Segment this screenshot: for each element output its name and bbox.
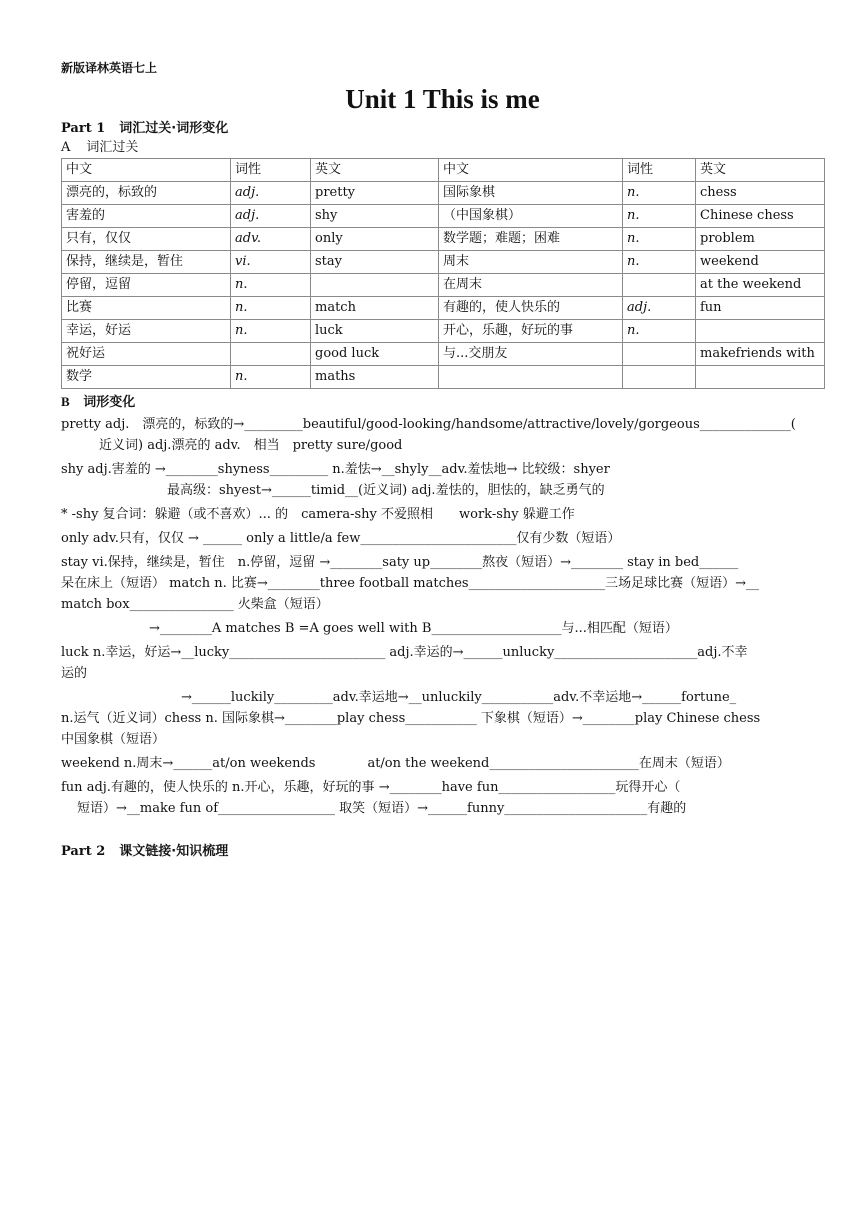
vocab-cell — [231, 343, 311, 366]
part1-title: 词汇过关·词形变化 — [119, 121, 229, 136]
word-line: match box________________ 火柴盒（短语） — [61, 597, 329, 612]
worksheet-page — [61, 60, 824, 861]
vocab-cell: 有趣的，使人快乐的 — [439, 297, 623, 320]
word-line: n.运气（近义词）chess n. 国际象棋→________play chess___________ 下象棋（短语）→________play Chinese chess — [61, 711, 761, 726]
vocab-header-row — [62, 159, 825, 182]
vocab-cell: 比赛 — [62, 297, 231, 320]
vocab-cell: chess — [696, 182, 825, 205]
word-line: stay vi.保持，继续是，暂住 n.停留，逗留 →________saty up________熬夜（短语）→________ stay in bed______ — [61, 555, 739, 570]
section-b-letter: B — [61, 394, 70, 409]
vocab-cell: match — [311, 297, 439, 320]
word-line: * -shy 复合词：躲避（或不喜欢）... 的 camera-shy 不爱照相 work-shy 躲避工作 — [61, 507, 575, 522]
vocab-cell: n. — [231, 320, 311, 343]
vocab-row — [62, 343, 825, 366]
word-line: 运的 — [61, 666, 88, 681]
word-line: 最高级：shyest→______timid__(近义词) adj.羞怯的，胆怯的，缺乏勇气的 — [167, 483, 605, 498]
vocab-cell: adj. — [231, 182, 311, 205]
vocab-row — [62, 251, 825, 274]
vocab-row — [62, 205, 825, 228]
vocab-cell — [696, 366, 825, 389]
vocab-cell: fun — [696, 297, 825, 320]
vocab-cell: 保持，继续是，暂住 — [62, 251, 231, 274]
word-line: 呆在床上（短语） match n. 比赛→________three football matches_____________________三场足球比赛（短语）→__ — [61, 576, 760, 591]
part2-label: Part 2 — [61, 844, 106, 859]
section-b-title: 词形变化 — [83, 395, 136, 410]
vocab-cell — [623, 343, 696, 366]
vocab-cell: 与...交朋友 — [439, 343, 623, 366]
header-cell: 词性 — [231, 159, 311, 182]
part1-label: Part 1 — [61, 121, 106, 136]
vocab-cell — [696, 320, 825, 343]
section-a-heading — [61, 139, 824, 157]
section-a-title: 词汇过关 — [86, 140, 139, 155]
vocab-cell: adv. — [231, 228, 311, 251]
vocab-cell: 只有，仅仅 — [62, 228, 231, 251]
part2-title: 课文链接·知识梳理 — [119, 844, 229, 859]
vocab-table — [61, 158, 825, 389]
vocab-cell: 害羞的 — [62, 205, 231, 228]
vocab-row — [62, 320, 825, 343]
word-line: 短语）→__make fun of__________________ 取笑（短语）→______funny______________________有趣的 — [77, 801, 687, 816]
vocab-cell: 停留，逗留 — [62, 274, 231, 297]
header-cell: 中文 — [439, 159, 623, 182]
vocab-cell: （中国象棋） — [439, 205, 623, 228]
header-cell: 中文 — [62, 159, 231, 182]
word-line: luck n.幸运，好运→__lucky________________________ adj.幸运的→______unlucky______________________adj.不幸 — [61, 645, 748, 660]
vocab-cell: at the weekend — [696, 274, 825, 297]
vocab-cell: n. — [231, 297, 311, 320]
vocab-cell: n. — [623, 228, 696, 251]
vocab-cell: 在周末 — [439, 274, 623, 297]
vocab-cell — [439, 366, 623, 389]
word-line: weekend n.周末→______at/on weekends at/on the weekend_______________________在周末（短语） — [61, 756, 730, 771]
vocab-cell: adj. — [231, 205, 311, 228]
part1-heading — [61, 120, 824, 138]
word-line: 中国象棋（短语） — [61, 732, 166, 747]
vocab-cell — [623, 366, 696, 389]
vocab-cell: n. — [623, 182, 696, 205]
vocab-cell — [623, 274, 696, 297]
vocab-cell: 周末 — [439, 251, 623, 274]
vocab-cell: stay — [311, 251, 439, 274]
word-line: fun adj.有趣的，使人快乐的 n.开心，乐趣，好玩的事 →________have fun__________________玩得开心（ — [61, 780, 681, 795]
section-b-heading — [61, 393, 824, 412]
vocab-cell: vi. — [231, 251, 311, 274]
header-cell: 英文 — [696, 159, 825, 182]
vocab-cell: 开心，乐趣，好玩的事 — [439, 320, 623, 343]
vocab-cell: problem — [696, 228, 825, 251]
vocab-cell: n. — [623, 251, 696, 274]
word-line: →________A matches B =A goes well with B____________________与...相匹配（短语） — [149, 621, 678, 636]
vocab-row — [62, 297, 825, 320]
vocab-cell: adj. — [623, 297, 696, 320]
word-line: →______luckily_________adv.幸运地→__unluckily___________adv.不幸运地→______fortune_ — [181, 690, 737, 705]
vocab-cell: 祝好运 — [62, 343, 231, 366]
vocab-cell — [311, 274, 439, 297]
word-forms-list — [61, 414, 824, 819]
header-cell: 英文 — [311, 159, 439, 182]
vocab-cell: 数学 — [62, 366, 231, 389]
header-cell: 词性 — [623, 159, 696, 182]
vocab-cell: 幸运，好运 — [62, 320, 231, 343]
vocab-cell: 漂亮的，标致的 — [62, 182, 231, 205]
vocab-row — [62, 228, 825, 251]
vocab-cell: pretty — [311, 182, 439, 205]
vocab-cell: luck — [311, 320, 439, 343]
vocab-cell: maths — [311, 366, 439, 389]
vocab-row — [62, 274, 825, 297]
unit-title: Unit 1 This is me — [345, 84, 540, 114]
vocab-cell: n. — [623, 205, 696, 228]
vocab-cell: 国际象棋 — [439, 182, 623, 205]
vocab-row — [62, 366, 825, 389]
vocab-cell: 数学题；难题；困难 — [439, 228, 623, 251]
book-name: 新版译林英语七上 — [61, 61, 158, 75]
vocab-cell: weekend — [696, 251, 825, 274]
section-a-letter: A — [61, 140, 71, 155]
vocab-row — [62, 182, 825, 205]
vocab-cell: n. — [231, 366, 311, 389]
word-line: only adv.只有，仅仅 → ______ only a little/a few________________________仅有少数（短语） — [61, 531, 621, 546]
part2-heading — [61, 843, 824, 861]
word-line: 近义词) adj.漂亮的 adv. 相当 pretty sure/good — [99, 438, 403, 453]
vocab-cell: n. — [623, 320, 696, 343]
vocab-cell: makefriends with — [696, 343, 825, 366]
vocab-cell: shy — [311, 205, 439, 228]
vocab-cell: n. — [231, 274, 311, 297]
word-line: pretty adj. 漂亮的，标致的→_________beautiful/good-looking/handsome/attractive/lovely/gorgeous______________( — [61, 417, 796, 432]
vocab-cell: good luck — [311, 343, 439, 366]
word-line: shy adj.害羞的 →________shyness_________ n.羞怯→__shyly__adv.羞怯地→ 比较级：shyer — [61, 462, 610, 477]
vocab-cell: only — [311, 228, 439, 251]
vocab-cell: Chinese chess — [696, 205, 825, 228]
